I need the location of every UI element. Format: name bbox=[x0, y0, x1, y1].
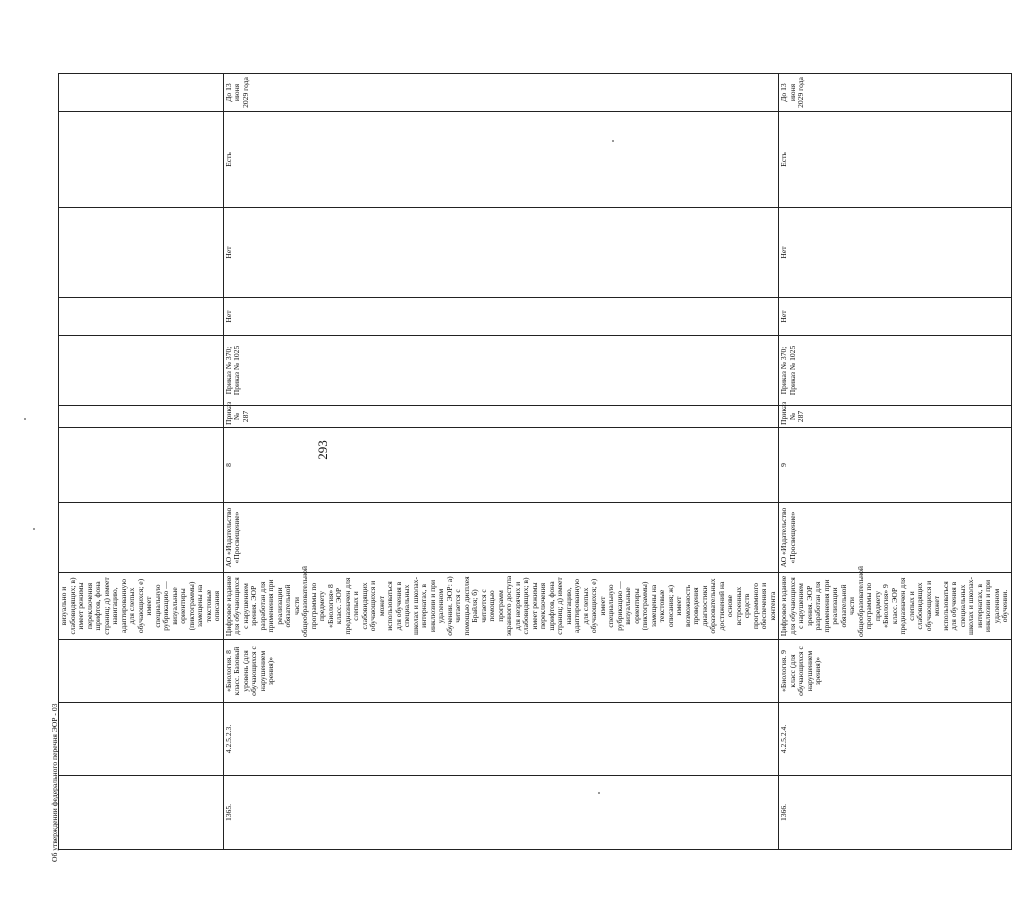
cell-code: 4.2.5.2.4. bbox=[779, 703, 1012, 776]
cell-orders bbox=[59, 336, 224, 406]
cell-order bbox=[59, 406, 224, 428]
cell-orders: Приказ № 370; Приказ № 1025 bbox=[779, 336, 1012, 406]
cell-flag-c: Есть bbox=[223, 112, 779, 208]
cell-flag-b: Нет bbox=[779, 208, 1012, 298]
cell-order: Приказ № 287 bbox=[223, 406, 779, 428]
eor-table bbox=[58, 73, 1012, 850]
cell-description: визуально и слабовидящих; в) имеет режимы переключения шрифтов, фона страниц; д) имеет навигацию, адаптированную для слепых обучающихся; е) имеет специальную рубрикацию — визуальные ориентиры (пиктограммы) замещены на текстовые описания bbox=[59, 573, 224, 640]
footer-note: Об утверждении федерального перечня ЭОР - 03 bbox=[50, 703, 59, 862]
cell-flag-a: Нет bbox=[779, 298, 1012, 336]
cell-valid-until: До 13 июня 2029 года bbox=[223, 74, 779, 112]
scan-speck bbox=[598, 792, 600, 794]
cell-flag-b: Нет bbox=[223, 208, 779, 298]
cell-flag-c: Есть bbox=[779, 112, 1012, 208]
scan-speck bbox=[612, 140, 614, 142]
page-number: 293 bbox=[315, 440, 330, 460]
cell-flag-a: Нет bbox=[223, 298, 779, 336]
cell-num: 1366. bbox=[779, 776, 1012, 850]
cell-num bbox=[59, 776, 224, 850]
cell-code: 4.2.5.2.3. bbox=[223, 703, 779, 776]
cell-publisher: АО «Издательство «Просвещение» bbox=[223, 503, 779, 573]
cell-flag-b bbox=[59, 208, 224, 298]
scan-speck bbox=[24, 418, 26, 420]
cell-code bbox=[59, 703, 224, 776]
cell-flag-c bbox=[59, 112, 224, 208]
cell-order: Приказ № 287 bbox=[779, 406, 1012, 428]
cell-publisher bbox=[59, 503, 224, 573]
cell-description: Цифровое издание для обучающихся с нарушением зрения. ЭОР разработан для применения при реализации обязательной части общеобразовательной программы по предмету «Биология» 9 класс. ЭОР предназначен для слепых и слабовидящих обучающихся и может использоваться для обучения в специальных школах и школах-интернатах, в инклюзии и при удаленном обучении. bbox=[779, 573, 1012, 640]
scan-speck bbox=[33, 528, 35, 530]
cell-grade: 9 bbox=[779, 428, 1012, 503]
cell-num: 1365. bbox=[223, 776, 779, 850]
table-row bbox=[223, 74, 779, 850]
table-row bbox=[779, 74, 1012, 850]
cell-title bbox=[59, 640, 224, 703]
cell-grade bbox=[59, 428, 224, 503]
cell-valid-until bbox=[59, 74, 224, 112]
rotated-table-wrapper bbox=[58, 74, 1009, 850]
cell-description: Цифровое издание для обучающихся с нарушением зрения. ЭОР разработан для применения при реализации обязательной части общеобразовательной программы по предмету «Биология» 8 класс. ЭОР предназначен для слепых и слабовидящих обучающихся и может использоваться для обучения в специальных школах и школах-интернатах, в инклюзии и при удаленном обучении. ЭОР: а) читается с помощью дисплея Брайля; б) читается с помощью программ экранного доступа для незрячих и слабовидящих; в) имеет режимы переключения шрифтов, фона страниц; д) имеет навигацию, адаптированную для слепых обучающихся; е) имеет специальную рубрикацию — визуальные ориентиры (пиктограммы) замещены на текстовые описания; ж) имеет возможность проведения диагностики образовательных достижений на основе встроенных средств программного обеспечения и контента bbox=[223, 573, 779, 640]
cell-flag-a bbox=[59, 298, 224, 336]
cell-title: «Биология. 8 класс. Базовый уровень (для обучающихся с нарушением зрения)» bbox=[223, 640, 779, 703]
cell-title: «Биология. 9 класс (для обучающихся с нарушением зрения)» bbox=[779, 640, 1012, 703]
cell-grade: 8 bbox=[223, 428, 779, 503]
cell-valid-until: До 13 июня 2029 года bbox=[779, 74, 1012, 112]
cell-publisher: АО «Издательство «Просвещение» bbox=[779, 503, 1012, 573]
table-row bbox=[59, 74, 224, 850]
cell-orders: Приказ № 370; Приказ № 1025 bbox=[223, 336, 779, 406]
